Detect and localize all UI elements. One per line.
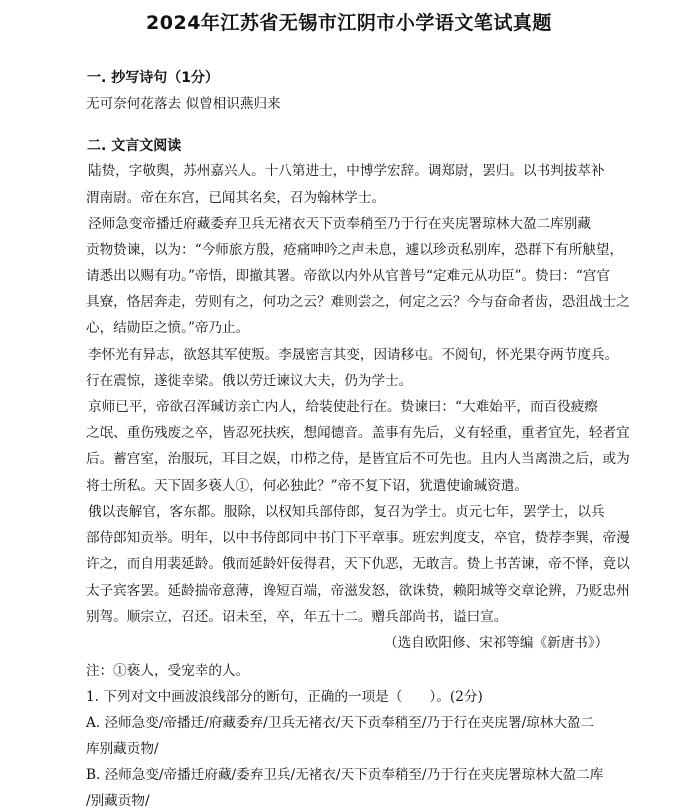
passage-line: 将士所私。天下固多亵人①，何必独此？”帝不复下诏，犹遣使谕瑊资遣。 (86, 478, 528, 494)
option-a-continuation: 库别藏贡物/ (86, 741, 159, 757)
question-1: 1. 下列对文中画波浪线部分的断句，正确的一项是（ ）。(2分) (86, 689, 483, 705)
passage-line: 具寮，恪居奔走，劳则有之，何功之云？难则尝之，何定之云？今与奋命者齿，恐沮战士之 (86, 294, 630, 310)
passage-line: 李怀光有异志，欲怒其军使叛。李晟密言其变，因请移屯。不阅旬，怀光果夺两节度兵。 (88, 347, 619, 363)
passage-line: 行在震惊，遂徙幸梁。俄以劳迁谏议大夫，仍为学士。 (86, 373, 413, 389)
passage-line: 别驾。顺宗立，召还。诏未至，卒，年五十二。赠兵部尚书，谥曰宣。 (86, 609, 508, 625)
passage-line: 陆贽，字敬舆，苏州嘉兴人。十八第进士，中博学宏辞。调郑尉，罢归。以书判拔萃补 (88, 163, 605, 179)
passage-line: 太子宾客罢。延龄揣帝意薄，谗短百端，帝滋发怒，欲诛贽，赖阳城等交章论辨，乃贬忠州 (86, 583, 630, 599)
passage-line: 京师已平，帝欲召浑瑊访亲亡内人，给装使赴行在。贽谏曰：“大难始平，而百役疲瘵 (88, 399, 598, 415)
passage-source: （选自欧阳修、宋祁等编《新唐书》） (384, 635, 609, 651)
passage-line-wavy-underlined: 泾师急变帝播迁府藏委弃卫兵无褚衣天下贡奉稍至乃于行在夹庑署琼林大盈二库别藏 (88, 216, 591, 232)
passage-line: 后。蓄宫室，治服玩，耳目之娱，巾栉之侍，是皆宜后不可先也。且内人当离溃之后，或为 (86, 451, 630, 467)
passage-line: 之氓、重伤残废之卒，皆忍死扶疾，想闻德音。盖事有先后，义有轻重，重者宜先，轻者宜 (86, 425, 630, 441)
option-b: B. 泾师急变/帝播迁府藏/委弃卫兵/无褚衣/天下贡奉稍至/乃于行在夹庑署琼林大盈二库 (86, 767, 604, 783)
poem-line: 无可奈何花落去 似曾相识燕归来 (86, 96, 281, 112)
section-heading-classical: 二. 文言文阅读 (87, 138, 182, 154)
footnote: 注：①亵人，受宠幸的人。 (86, 663, 250, 679)
option-b-continuation: /别藏贡物/ (86, 793, 150, 809)
passage-line: 请悉出以赐有功。”帝悟，即撤其署。帝欲以内外从官普号“定难元从功臣”。贽曰：“宫官 (86, 268, 610, 284)
passage-line: 俄以丧解官，客东都。服除，以权知兵部侍郎，复召为学士。贞元七年，罢学士，以兵 (88, 504, 605, 520)
passage-line: 贡物贽谏，以为：“今师旅方殷，疮痛呻吟之声未息，遽以珍贡私别库，恐群下有所觖望， (86, 242, 624, 258)
passage-line: 心，结勋臣之愤。”帝乃止。 (86, 320, 250, 336)
passage-line: 许之，而自用裴延龄。俄而延龄奸佞得君，天下仇恶，无敢言。贽上书苦谏，帝不怿，竟以 (86, 556, 630, 572)
option-a: A. 泾师急变/帝播迁/府藏委弃/卫兵无褚衣/天下贡奉稍至/乃于行在夹庑署/琼林大盈二 (86, 715, 595, 731)
passage-line: 渭南尉。帝在东宫，已闻其名矣，召为翰林学士。 (86, 190, 386, 206)
section-heading-poetry: 一. 抄写诗句（1分） (87, 70, 219, 86)
document-title: 2024年江苏省无锡市江阴市小学语文笔试真题 (146, 12, 552, 34)
passage-line: 部侍郎知贡举。明年，以中书侍郎同中书门下平章事。班宏判度支，卒官，贽荐李巽，帝漫 (86, 530, 630, 546)
